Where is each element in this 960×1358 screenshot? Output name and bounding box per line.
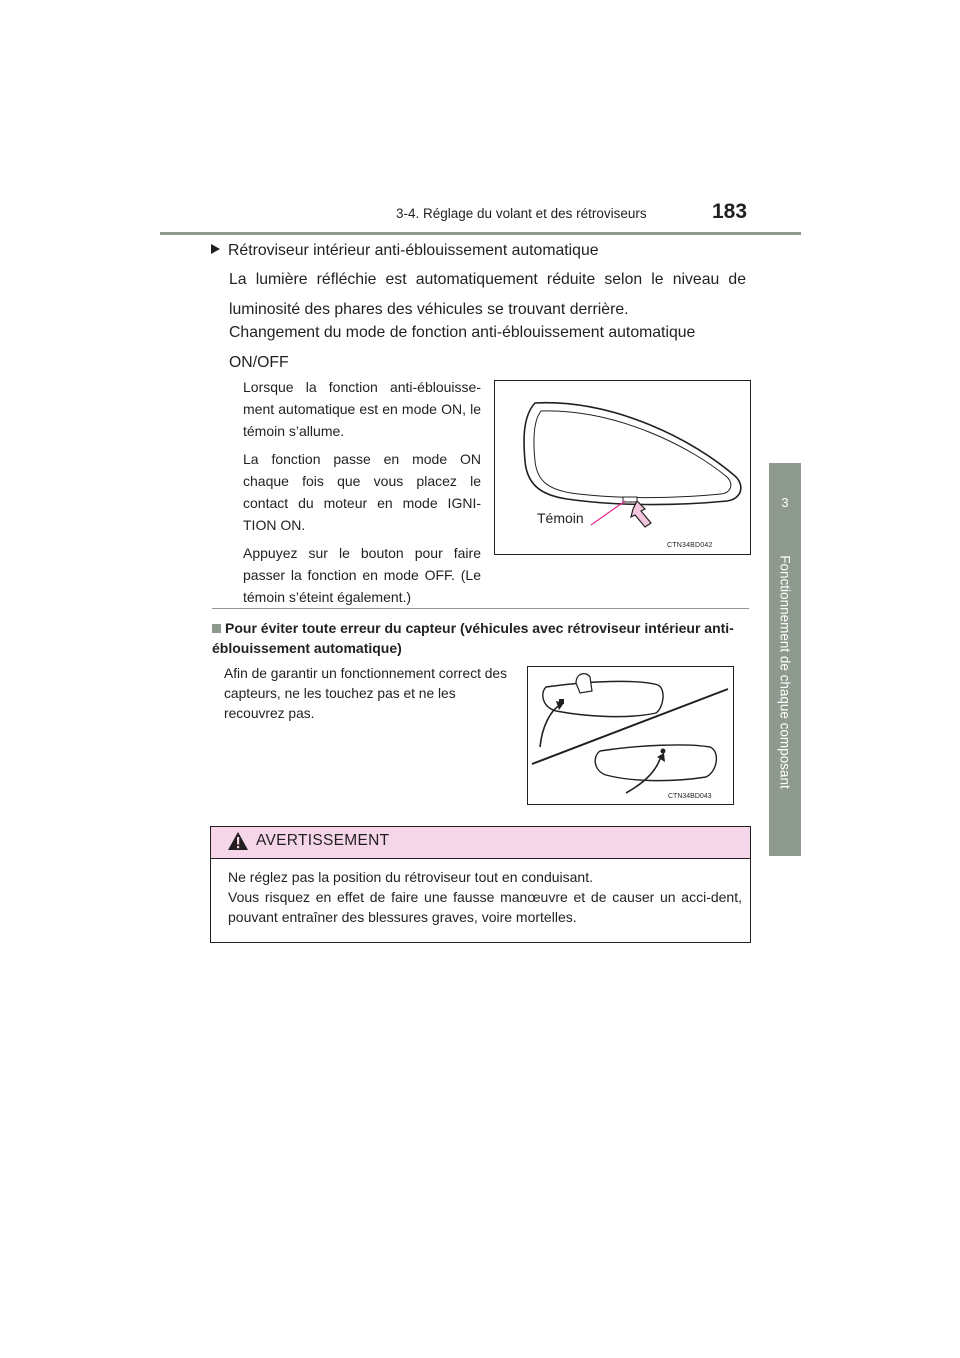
note-heading	[212, 618, 749, 658]
paragraph-mode: Changement du mode de fonction anti-éblouissement automatique ON/OFF	[229, 324, 696, 371]
sensor-illustration	[528, 667, 733, 804]
note-divider	[212, 608, 749, 609]
subheading-text: Rétroviseur intérieur anti-éblouissement automatique	[228, 242, 599, 259]
figure-code: CTN34BD043	[668, 793, 712, 800]
instruction-item: La fonction passe en mode ON chaque fois que vous placez le contact du moteur en mode IGNI-TION ON.	[243, 451, 481, 533]
warning-line: Ne réglez pas la position du rétroviseur tout en conduisant.	[228, 869, 593, 885]
sensor-figure	[527, 666, 734, 805]
figure-code: CTN34BD042	[667, 542, 713, 549]
note-text: Afin de garantir un fonctionnement correct des capteurs, ne les touchez pas et ne les recouvrez pas.	[224, 666, 507, 721]
page-number: 183	[712, 200, 748, 223]
subheading	[211, 242, 599, 260]
square-bullet-icon	[212, 624, 221, 633]
warning-line: Vous risquez en effet de faire une fausse manœuvre et de causer un acci-dent, pouvant entraîner des blessures graves, voire mortelles.	[228, 889, 742, 925]
header-rule	[160, 232, 801, 235]
chapter-number: 3	[781, 495, 789, 510]
bullet-arrow-icon	[211, 244, 220, 254]
indicator-label: Témoin	[537, 510, 584, 526]
instruction-item: Lorsque la fonction anti-éblouisse-ment automatique est en mode ON, le témoin s’allume.	[243, 379, 481, 439]
chapter-title: Fonctionnement de chaque composant	[777, 555, 793, 789]
warning-title: AVERTISSEMENT	[256, 832, 390, 849]
paragraph-intro: La lumière réfléchie est automatiquement réduite selon le niveau de luminosité des phares des véhicules se trouvant derrière.	[229, 271, 746, 318]
instruction-item: Appuyez sur le bouton pour faire passer la fonction en mode OFF. (Le témoin s’éteint également.)	[243, 545, 481, 605]
section-title: 3-4. Réglage du volant et des rétroviseurs	[396, 206, 647, 221]
warning-text	[228, 867, 742, 927]
warning-triangle-icon	[227, 831, 249, 856]
mirror-illustration	[495, 381, 750, 554]
instruction-list	[243, 376, 481, 614]
mirror-figure	[494, 380, 751, 555]
note-heading-text: Pour éviter toute erreur du capteur (véhicules avec rétroviseur intérieur anti-éblouissement automatique)	[212, 620, 734, 656]
